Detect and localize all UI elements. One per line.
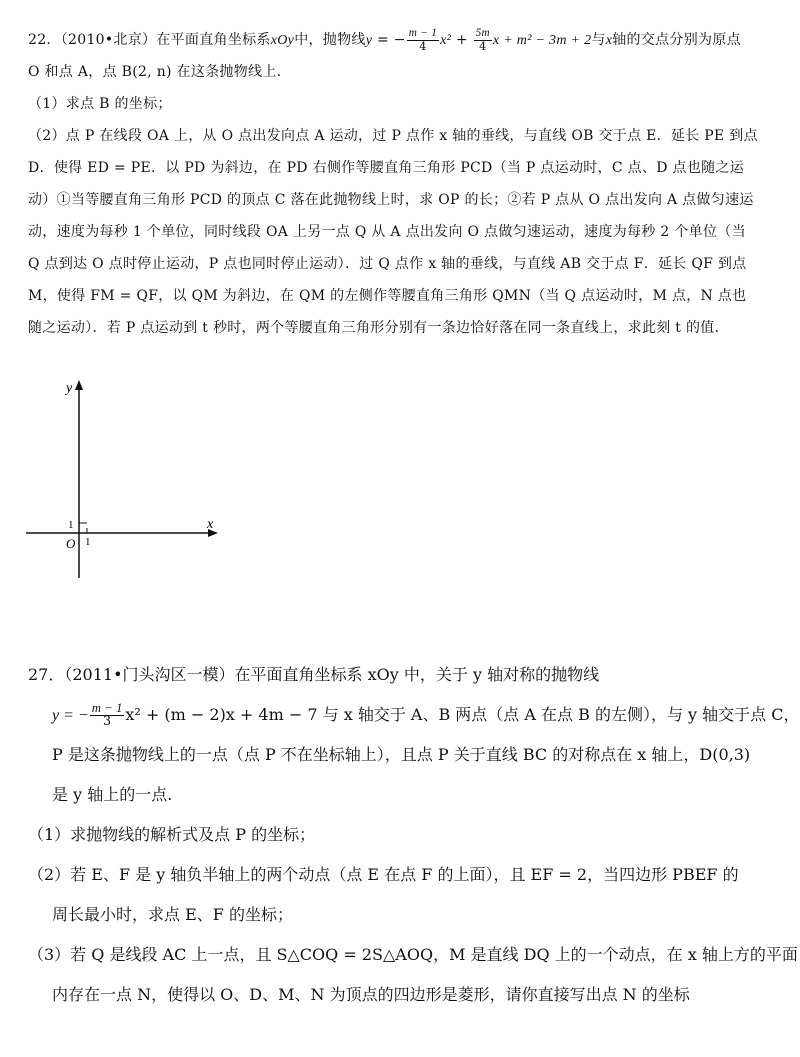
fraction-denominator: 3 xyxy=(102,714,112,729)
coordinate-axes-figure xyxy=(22,378,232,583)
problem-27-line-2 xyxy=(28,695,800,735)
problem-27-line-9: 内存在一点 N，使得以 O、D、M、N 为顶点的四边形是菱形，请你直接写出点 N 的坐标 xyxy=(52,985,690,1004)
fraction-numerator: m − 1 xyxy=(91,701,123,716)
problem-27-line-1: 27．（2011•门头沟区一模）在平面直角坐标系 xOy 中，关于 y 轴对称的抛物线 xyxy=(28,665,600,684)
y-unit-label: 1 xyxy=(68,519,74,531)
problem-22-line-10: 随之运动）．若 P 点运动到 t 秒时，两个等腰直角三角形分别有一条边恰好落在同一条直线上，求此刻 t 的值． xyxy=(28,320,729,336)
text-segment: 与 xyxy=(591,32,606,48)
math-var: x xyxy=(605,33,613,48)
problem-27-line-4: 是 y 轴上的一点. xyxy=(52,785,173,804)
fraction-numerator: 5m xyxy=(475,27,490,40)
math-op: + xyxy=(451,32,473,48)
problem-27-line-8: （3）若 Q 是线段 AC 上一点，且 S△COQ = 2S△AOQ，M 是直线 DQ 上的一个动点，在 x 轴上方的平面 xyxy=(28,945,798,964)
fraction-denominator: 4 xyxy=(419,39,427,53)
math-term: x² xyxy=(440,33,452,48)
math-var: y xyxy=(365,33,373,48)
problem-22-line-7: 动，速度为每秒 1 个单位，同时线段 OA 上另一点 Q 从 A 点出发向 O 点做匀速运动，速度为每秒 2 个单位（当 xyxy=(28,224,746,240)
fraction xyxy=(407,28,439,51)
math-term: x + m² − 3m + 2 xyxy=(492,33,592,48)
text-segment: 在平面直角坐标系 xyxy=(156,32,271,48)
problem-27-line-3: P 是这条抛物线上的一点（点 P 不在坐标轴上），且点 P 关于直线 BC 的对称点在 x 轴上，D(0,3) xyxy=(52,745,751,764)
problem-27-line-5: （1）求抛物线的解析式及点 P 的坐标； xyxy=(28,825,316,844)
problem-22-line-2: O 和点 A，点 B(2, n) 在这条抛物线上． xyxy=(28,64,291,80)
math-xoy: xOy xyxy=(270,33,295,48)
problem-22-line-3: （1）求点 B 的坐标； xyxy=(28,96,172,112)
text-segment: 中，抛物线 xyxy=(294,32,366,48)
fraction xyxy=(474,28,492,51)
text-segment: x² + (m − 2)x + 4m − 7 与 x 轴交于 A、B 两点（点 A 在点 B 的左侧），与 y 轴交于点 C， xyxy=(125,705,800,724)
fraction-denominator: 4 xyxy=(479,39,487,53)
problem-source: （2010•北京） xyxy=(60,32,157,48)
y-axis-arrow xyxy=(75,380,83,390)
math-op: = − xyxy=(372,32,406,48)
problem-27-line-6: （2）若 E、F 是 y 轴负半轴上的两个动点（点 E 在点 F 的上面），且 EF = 2，当四边形 PBEF 的 xyxy=(28,865,739,884)
problem-27-line-7: 周长最小时，求点 E、F 的坐标； xyxy=(52,905,293,924)
problem-27 xyxy=(28,655,800,1015)
problem-22-line-1: 22．（2010•北京）在平面直角坐标系xOy中，抛物线y = − $\frac{m - 1}{4}$ x² + $\frac{5m}{4}$ x + m² − 3m + 2与x轴的交点分别为原点 xyxy=(28,27,741,53)
x-axis-label: x xyxy=(207,517,214,532)
fraction xyxy=(90,702,125,729)
problem-22-line-8: Q 点到达 O 点时停止运动，P 点也同时停止运动）．过 Q 点作 x 轴的垂线，与直线 AB 交于点 F．延长 QF 到点 xyxy=(28,256,747,272)
x-unit-label: 1 xyxy=(85,536,91,548)
problem-number: 22 xyxy=(28,32,47,48)
problem-22-line-4: （2）点 P 在线段 OA 上，从 O 点出发向点 A 运动，过 P 点作 x 轴的垂线，与直线 OB 交于点 E．延长 PE 到点 xyxy=(28,128,758,144)
y-axis-label: y xyxy=(66,381,73,396)
fraction-numerator: m − 1 xyxy=(408,27,438,40)
origin-label: O xyxy=(66,536,76,551)
problem-22-line-5: D．使得 ED = PE．以 PD 为斜边，在 PD 右侧作等腰直角三角形 PCD（当 P 点运动时，C 点、D 点也随之运 xyxy=(28,160,745,176)
problem-22 xyxy=(28,24,780,344)
problem-22-line-9: M，使得 FM = QF，以 QM 为斜边，在 QM 的左侧作等腰直角三角形 QMN（当 Q 点运动时，M 点，N 点也 xyxy=(28,288,747,304)
math-term: y = − xyxy=(52,707,89,724)
text-segment: 轴的交点分别为原点 xyxy=(612,32,741,48)
problem-22-line-6: 动）①当等腰直角三角形 PCD 的顶点 C 落在此抛物线上时，求 OP 的长；②若 P 点从 O 点出发向 A 点做匀速运 xyxy=(28,192,754,208)
